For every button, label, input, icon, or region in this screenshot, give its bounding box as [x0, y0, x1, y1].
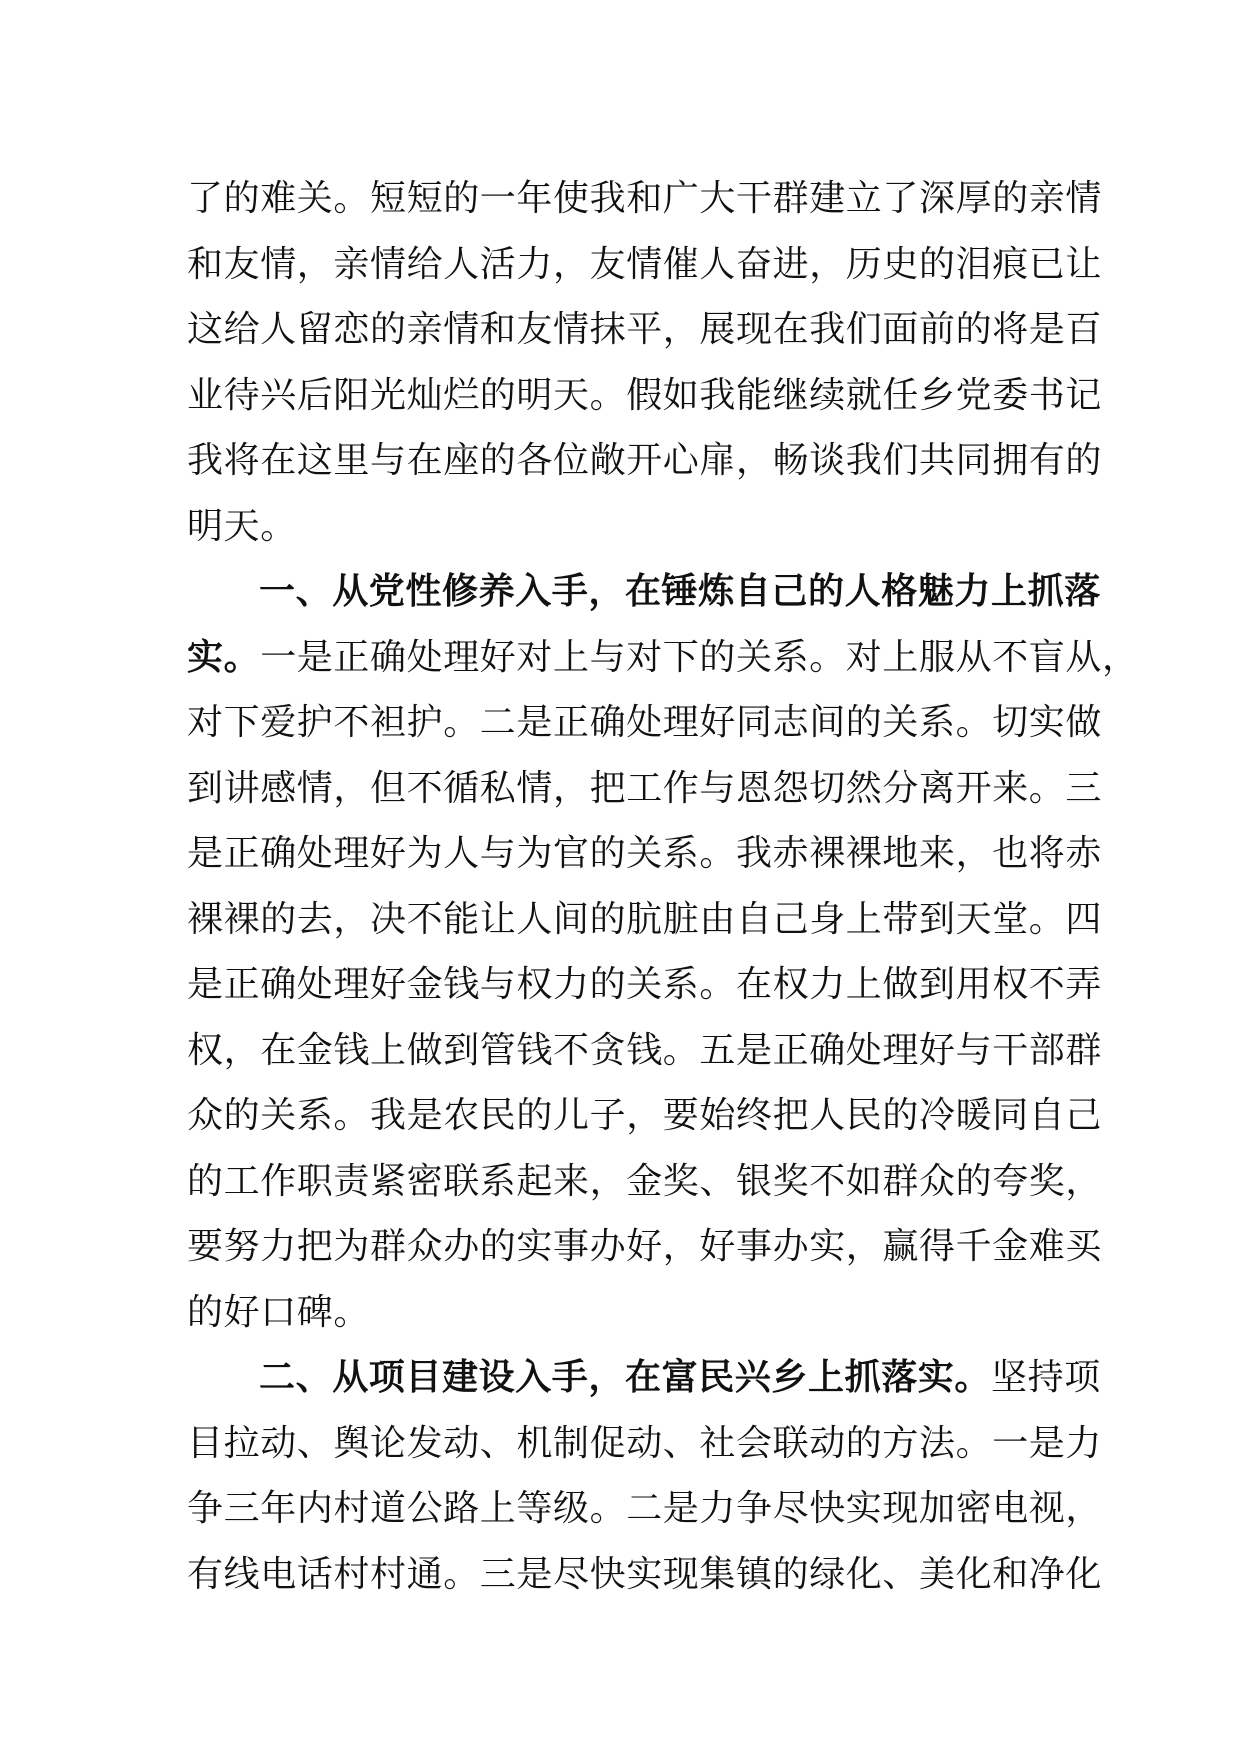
paragraph [187, 166, 1103, 559]
text-line: 权，在金钱上做到管钱不贪钱。五是正确处理好与干部群 [187, 1029, 1103, 1071]
text-line: 是正确处理好金钱与权力的关系。在权力上做到用权不弄 [187, 964, 1103, 1005]
text-line: 的工作职责紧密联系起来，金奖、银奖不如群众的夸奖， [187, 1160, 1103, 1202]
text-line: 和友情，亲情给人活力，友情催人奋进，历史的泪痕已让 [187, 243, 1103, 285]
paragraph [187, 559, 1139, 1345]
text-line: 到讲感情，但不循私情，把工作与恩怨切然分离开来。三 [187, 767, 1103, 809]
text-line: 的好口碑。 [187, 1291, 371, 1333]
section-heading: 二、从项目建设入手，在富民兴乡上抓落实。 [259, 1357, 992, 1398]
text-line: 裸裸的去，决不能让人间的肮脏由自己身上带到天堂。四 [187, 898, 1103, 940]
text-line: 争三年内村道公路上等级。二是力争尽快实现加密电视， [187, 1488, 1103, 1529]
text-line: 明天。 [187, 505, 297, 547]
text-line: 对下爱护不袒护。二是正确处理好同志间的关系。切实做 [187, 702, 1103, 743]
text-line: 有线电话村村通。三是尽快实现集镇的绿化、美化和净化 [187, 1553, 1103, 1595]
text-line: 要努力把为群众办的实事办好，好事办实，赢得千金难买 [187, 1226, 1103, 1267]
section-heading: 一、从党性修养入手，在锤炼自己的人格魅力上抓落 [259, 571, 1101, 612]
text-line: 了的难关。短短的一年使我和广大干群建立了深厚的亲情 [187, 178, 1103, 219]
text-line: 是正确处理好为人与为官的关系。我赤裸裸地来，也将赤 [187, 833, 1103, 874]
text-line: 业待兴后阳光灿烂的明天。假如我能继续就任乡党委书记 [187, 374, 1103, 416]
text-line: 目拉动、舆论发动、机制促动、社会联动的方法。一是力 [187, 1422, 1103, 1464]
body-text [187, 166, 1139, 1607]
text-line: 众的关系。我是农民的儿子，要始终把人民的冷暖同自己 [187, 1095, 1103, 1136]
text-segment: 坚持项 [991, 1357, 1101, 1398]
section-heading-end: 实。 [187, 636, 261, 678]
text-segment: 一是正确处理好对上与对下的关系。对上服从不盲从， [260, 636, 1139, 678]
text-line [187, 1345, 1101, 1411]
text-line: 这给人留恋的亲情和友情抹平，展现在我们面前的将是百 [187, 309, 1103, 350]
paragraph [187, 1345, 1103, 1607]
text-line: 我将在这里与在座的各位敞开心扉，畅谈我们共同拥有的 [187, 440, 1103, 481]
text-line [187, 625, 1139, 691]
